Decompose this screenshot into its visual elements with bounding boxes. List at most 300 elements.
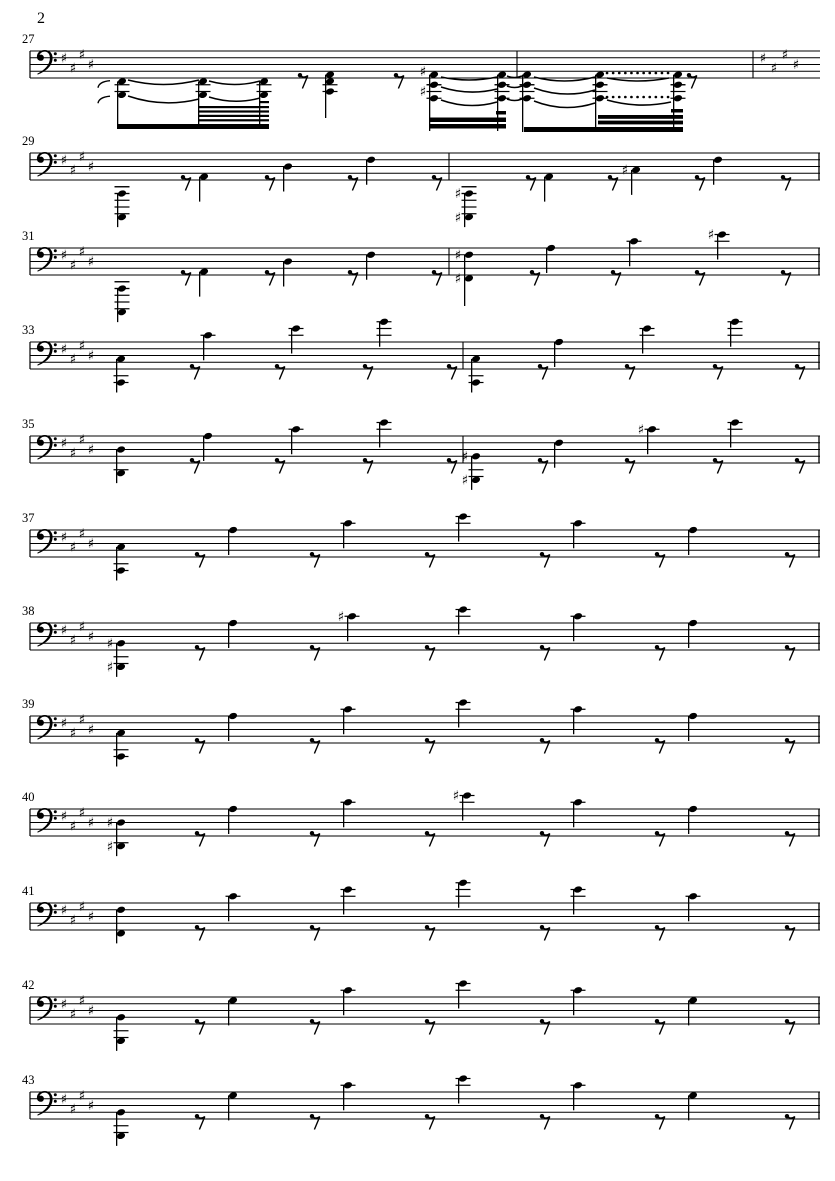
eighth-rest-icon [713, 458, 723, 474]
note-stem [546, 248, 547, 273]
eighth-rest-icon [195, 1114, 205, 1130]
staff-system-27 [22, 32, 820, 132]
sharp-icon: ♯ [78, 338, 86, 355]
notehead [117, 189, 127, 198]
page-number: 2 [37, 10, 45, 27]
eighth-rest-icon [655, 645, 665, 661]
measure-number: 31 [22, 229, 35, 243]
notehead [688, 619, 698, 628]
tremolo-beam [496, 111, 506, 115]
eighth-rest-icon [540, 831, 550, 847]
eighth-rest-icon [540, 645, 550, 661]
notehead [573, 885, 583, 894]
notehead [522, 80, 532, 89]
chord-stem [464, 194, 465, 228]
notehead [458, 979, 468, 988]
note-stem [283, 167, 284, 192]
eighth-rest-icon [530, 270, 540, 286]
notehead [464, 250, 474, 259]
chord [114, 355, 129, 393]
sharp-icon: ♯ [87, 909, 95, 926]
chord [114, 543, 129, 581]
note-stem [730, 423, 731, 448]
chord [469, 355, 484, 393]
notehead [347, 612, 357, 621]
notehead [117, 284, 127, 293]
eighth-rest-icon [310, 552, 320, 568]
notehead [379, 317, 389, 326]
chord-stem [116, 547, 117, 581]
notehead [458, 698, 468, 707]
note-stem [688, 809, 689, 834]
sharp-icon: ♯ [78, 149, 86, 166]
sharp-icon: ♯ [78, 805, 86, 822]
chord-stem [116, 910, 117, 944]
note-stem [713, 160, 714, 185]
notehead [228, 526, 238, 535]
sharp-icon: ♯ [78, 47, 86, 64]
note-stem [688, 1000, 689, 1025]
staff-system-33 [22, 317, 820, 392]
notehead [673, 80, 683, 89]
notehead [573, 705, 583, 714]
sharp-icon: ♯ [69, 539, 77, 556]
tremolo-beam [430, 118, 506, 123]
eighth-rest-icon [265, 175, 275, 191]
sharp-icon: ♯ [60, 529, 68, 546]
note [544, 172, 554, 201]
notehead [573, 612, 583, 621]
eighth-rest-icon [181, 270, 191, 286]
note-stem [688, 530, 689, 555]
tremolo-beam [199, 115, 269, 117]
bass-clef-dot [54, 154, 57, 157]
notehead [283, 257, 293, 266]
eighth-rest-icon [655, 831, 665, 847]
measure-number: 40 [22, 790, 35, 804]
eighth-rest-icon [425, 645, 435, 661]
sharp-icon: ♯ [78, 712, 86, 729]
notehead [471, 452, 481, 461]
note [199, 172, 209, 201]
eighth-rest-icon [310, 925, 320, 941]
staff-system-40 [22, 788, 820, 856]
note [199, 267, 209, 296]
bass-clef-dot [54, 531, 57, 534]
note [283, 257, 293, 286]
eighth-rest-icon [655, 925, 665, 941]
bass-clef-dot [54, 717, 57, 720]
chord [114, 1108, 129, 1146]
measure-number: 41 [22, 884, 35, 898]
tie-slur [128, 96, 199, 103]
tremolo-beam [118, 124, 269, 129]
notehead [343, 705, 353, 714]
bass-clef-dot [54, 1100, 57, 1103]
notehead [573, 798, 583, 807]
tie-into-system [98, 81, 110, 88]
eighth-rest-icon [526, 175, 536, 191]
note-stem [688, 716, 689, 741]
note-stem [379, 423, 380, 448]
eighth-rest-icon [195, 925, 205, 941]
note-stem [228, 623, 229, 648]
eighth-rest-icon [781, 175, 791, 191]
note-stem [554, 342, 555, 367]
notehead [325, 87, 335, 96]
tremolo-beam [199, 106, 269, 108]
staff-system-41 [22, 878, 820, 943]
eighth-rest-icon [348, 270, 358, 286]
sharp-icon: ♯ [78, 526, 86, 543]
sharp-icon: ♯ [461, 448, 469, 465]
chord-stem [116, 1112, 117, 1146]
eighth-rest-icon [310, 831, 320, 847]
eighth-rest-icon [625, 364, 635, 380]
sharp-icon: ♯ [452, 788, 460, 805]
notehead [730, 418, 740, 427]
notehead [554, 438, 564, 447]
sharp-icon: ♯ [69, 60, 77, 77]
eighth-rest-icon [298, 73, 308, 89]
notehead [429, 94, 439, 103]
notehead [688, 892, 698, 901]
eighth-rest-icon [538, 364, 548, 380]
note-stem [573, 990, 574, 1015]
chord [114, 445, 129, 483]
sharp-icon: ♯ [69, 445, 77, 462]
sharp-icon: ♯ [707, 227, 715, 244]
chord-stem [595, 75, 596, 132]
notehead [291, 324, 301, 333]
eighth-rest-icon [195, 645, 205, 661]
notehead [228, 892, 238, 901]
tie-slur [507, 99, 522, 101]
sharp-icon: ♯ [461, 472, 469, 489]
eighth-rest-icon [655, 552, 665, 568]
notehead [116, 566, 126, 575]
chord-stem [116, 450, 117, 484]
staff-system-39 [22, 697, 820, 767]
bass-clef-dot [54, 810, 57, 813]
bass-clef-dot [54, 904, 57, 907]
chord-stem [117, 81, 118, 129]
note-stem [228, 1000, 229, 1025]
note-stem [228, 809, 229, 834]
notehead [116, 1108, 126, 1117]
sharp-icon: ♯ [87, 1003, 95, 1020]
notehead [471, 378, 481, 387]
eighth-rest-icon [655, 1019, 665, 1035]
tremolo-beam [430, 124, 506, 129]
eighth-rest-icon [425, 831, 435, 847]
sharp-icon: ♯ [60, 341, 68, 358]
eighth-rest-icon [425, 925, 435, 941]
note-stem [458, 883, 459, 908]
notehead [647, 425, 657, 434]
sharp-icon: ♯ [337, 608, 345, 625]
chord-stem [497, 75, 498, 131]
notehead [228, 619, 238, 628]
sharp-icon: ♯ [60, 622, 68, 639]
sharp-icon: ♯ [454, 186, 462, 203]
sharp-icon: ♯ [78, 619, 86, 636]
eighth-rest-icon [275, 364, 285, 380]
sharp-icon: ♯ [454, 209, 462, 226]
eighth-rest-icon [540, 738, 550, 754]
note-stem [343, 890, 344, 915]
bass-clef-dot [54, 624, 57, 627]
note-stem [554, 443, 555, 468]
eighth-rest-icon [447, 364, 457, 380]
notehead [379, 418, 389, 427]
note-stem [228, 896, 229, 921]
tie-slur [441, 87, 497, 92]
chord-stem [464, 255, 465, 306]
notehead [116, 639, 126, 648]
chord-stem [117, 289, 118, 323]
sharp-icon: ♯ [637, 421, 645, 438]
tremolo-beam [598, 115, 683, 119]
eighth-rest-icon [540, 552, 550, 568]
chord [115, 282, 130, 322]
sharp-icon: ♯ [69, 725, 77, 742]
sharp-icon: ♯ [454, 247, 462, 264]
sharp-icon: ♯ [69, 1006, 77, 1023]
notehead [116, 752, 126, 761]
notehead [366, 250, 376, 259]
sharp-icon: ♯ [87, 348, 95, 365]
note-stem [228, 1095, 229, 1120]
eighth-rest-icon [785, 925, 795, 941]
sharp-icon: ♯ [87, 57, 95, 74]
note-stem [458, 703, 459, 728]
eighth-rest-icon [363, 458, 373, 474]
bass-clef-dot [54, 1093, 57, 1096]
eighth-rest-icon [538, 458, 548, 474]
note-stem [343, 709, 344, 734]
notehead [688, 805, 698, 814]
tie-slur [534, 101, 595, 108]
sharp-icon: ♯ [60, 50, 68, 67]
eighth-rest-icon [655, 1114, 665, 1130]
sharp-icon: ♯ [69, 632, 77, 649]
eighth-rest-icon [611, 270, 621, 286]
bass-clef-dot [54, 161, 57, 164]
notehead [717, 230, 727, 239]
bass-clef-dot [54, 817, 57, 820]
bass-clef-dot [54, 538, 57, 541]
notehead [464, 189, 474, 198]
bass-clef-dot [54, 343, 57, 346]
sharp-icon: ♯ [60, 247, 68, 264]
eighth-rest-icon [540, 1114, 550, 1130]
eighth-rest-icon [655, 738, 665, 754]
eighth-rest-icon [785, 738, 795, 754]
staff-system-42 [22, 978, 820, 1051]
notehead [462, 791, 472, 800]
sharp-icon: ♯ [69, 257, 77, 274]
sharp-icon: ♯ [759, 50, 767, 67]
eighth-rest-icon [540, 1019, 550, 1035]
bass-clef-dot [54, 350, 57, 353]
sharp-icon: ♯ [60, 152, 68, 169]
notehead [497, 80, 507, 89]
notehead [458, 878, 468, 887]
notehead [546, 244, 556, 253]
tie-slur [209, 97, 260, 101]
eighth-rest-icon [195, 1019, 205, 1035]
note-stem [688, 1095, 689, 1120]
sharp-icon: ♯ [106, 838, 114, 855]
bass-clef-dot [54, 52, 57, 55]
chord-stem [471, 456, 472, 490]
staff-system-43 [22, 1073, 820, 1146]
notehead [595, 94, 605, 103]
note-stem [228, 530, 229, 555]
sharp-icon: ♯ [60, 996, 68, 1013]
note-stem [631, 170, 632, 195]
sharp-icon: ♯ [621, 162, 629, 179]
eighth-rest-icon [695, 270, 705, 286]
eighth-rest-icon [795, 458, 805, 474]
chord [115, 187, 130, 227]
notehead [730, 317, 740, 326]
eighth-rest-icon [785, 1114, 795, 1130]
notehead [573, 986, 583, 995]
measure-number: 35 [22, 417, 35, 431]
note-stem [573, 709, 574, 734]
note-stem [647, 429, 648, 454]
note-stem [291, 329, 292, 354]
note-stem [291, 429, 292, 454]
chord-stem [471, 359, 472, 393]
eighth-rest-icon [348, 175, 358, 191]
sharp-icon: ♯ [69, 912, 77, 929]
notehead [228, 712, 238, 721]
note-stem [199, 177, 200, 202]
notehead [283, 162, 293, 171]
sharp-icon: ♯ [78, 244, 86, 261]
measure-number: 39 [22, 697, 35, 711]
eighth-rest-icon [785, 645, 795, 661]
notehead [573, 519, 583, 528]
eighth-rest-icon [625, 458, 635, 474]
staff-system-38 [22, 604, 820, 677]
sharp-icon: ♯ [770, 60, 778, 77]
note [283, 162, 293, 191]
notehead [116, 818, 126, 827]
sharp-icon: ♯ [78, 432, 86, 449]
tremolo-beam [598, 121, 683, 125]
eighth-rest-icon [713, 364, 723, 380]
sharp-icon: ♯ [78, 1088, 86, 1105]
notehead [458, 605, 468, 614]
tremolo-beam [199, 119, 269, 121]
notehead [228, 805, 238, 814]
notehead [522, 94, 532, 103]
notehead [343, 986, 353, 995]
note-stem [642, 329, 643, 354]
bass-clef-dot [54, 631, 57, 634]
tremolo-beam [524, 127, 683, 132]
notehead [713, 155, 723, 164]
bass-clef-dot [54, 911, 57, 914]
note-stem [199, 272, 200, 297]
notehead [458, 512, 468, 521]
bass-clef-dot [54, 444, 57, 447]
tie-into-system [98, 96, 110, 103]
notehead [688, 526, 698, 535]
notehead [673, 94, 683, 103]
eighth-rest-icon [425, 1019, 435, 1035]
eighth-rest-icon [310, 1114, 320, 1130]
note-stem [203, 335, 204, 360]
measure-number: 43 [22, 1073, 35, 1087]
eighth-rest-icon [785, 831, 795, 847]
tie-slur [441, 100, 497, 106]
eighth-rest-icon [190, 364, 200, 380]
chord-stem [117, 194, 118, 228]
tie-slur [128, 80, 199, 85]
notehead [203, 432, 213, 441]
eighth-rest-icon [265, 270, 275, 286]
bass-clef-dot [54, 998, 57, 1001]
note-stem [283, 262, 284, 287]
sharp-icon: ♯ [60, 808, 68, 825]
chord-stem [198, 81, 199, 129]
notehead [573, 1081, 583, 1090]
note-stem [458, 517, 459, 542]
chord-stem [325, 75, 326, 118]
tie-slur [507, 86, 522, 88]
sharp-icon: ♯ [87, 536, 95, 553]
tie-slur [607, 100, 671, 105]
note-stem [379, 322, 380, 347]
chord [114, 1013, 129, 1051]
note [622, 163, 641, 195]
chord [107, 636, 129, 677]
notehead [116, 905, 126, 914]
eighth-rest-icon [310, 738, 320, 754]
note-stem [458, 610, 459, 635]
eighth-rest-icon [195, 831, 205, 847]
bass-clef-dot [54, 724, 57, 727]
sharp-icon: ♯ [419, 63, 427, 80]
tremolo-beam [671, 109, 683, 113]
sharp-icon: ♯ [60, 715, 68, 732]
notehead [343, 885, 353, 894]
note-stem [228, 716, 229, 741]
eighth-rest-icon [785, 1019, 795, 1035]
chord-stem [522, 75, 523, 132]
chord [114, 729, 129, 767]
chord-stem [116, 1017, 117, 1051]
chord-stem [429, 75, 430, 131]
eighth-rest-icon [540, 925, 550, 941]
note-stem [573, 1085, 574, 1110]
note-stem [573, 890, 574, 915]
note-stem [347, 616, 348, 641]
notehead [116, 378, 126, 387]
eighth-rest-icon [785, 552, 795, 568]
eighth-rest-icon [195, 552, 205, 568]
sharp-icon: ♯ [60, 902, 68, 919]
measure-number: 29 [22, 134, 35, 148]
note-stem [573, 616, 574, 641]
chord-stem [116, 359, 117, 393]
eighth-rest-icon [795, 364, 805, 380]
